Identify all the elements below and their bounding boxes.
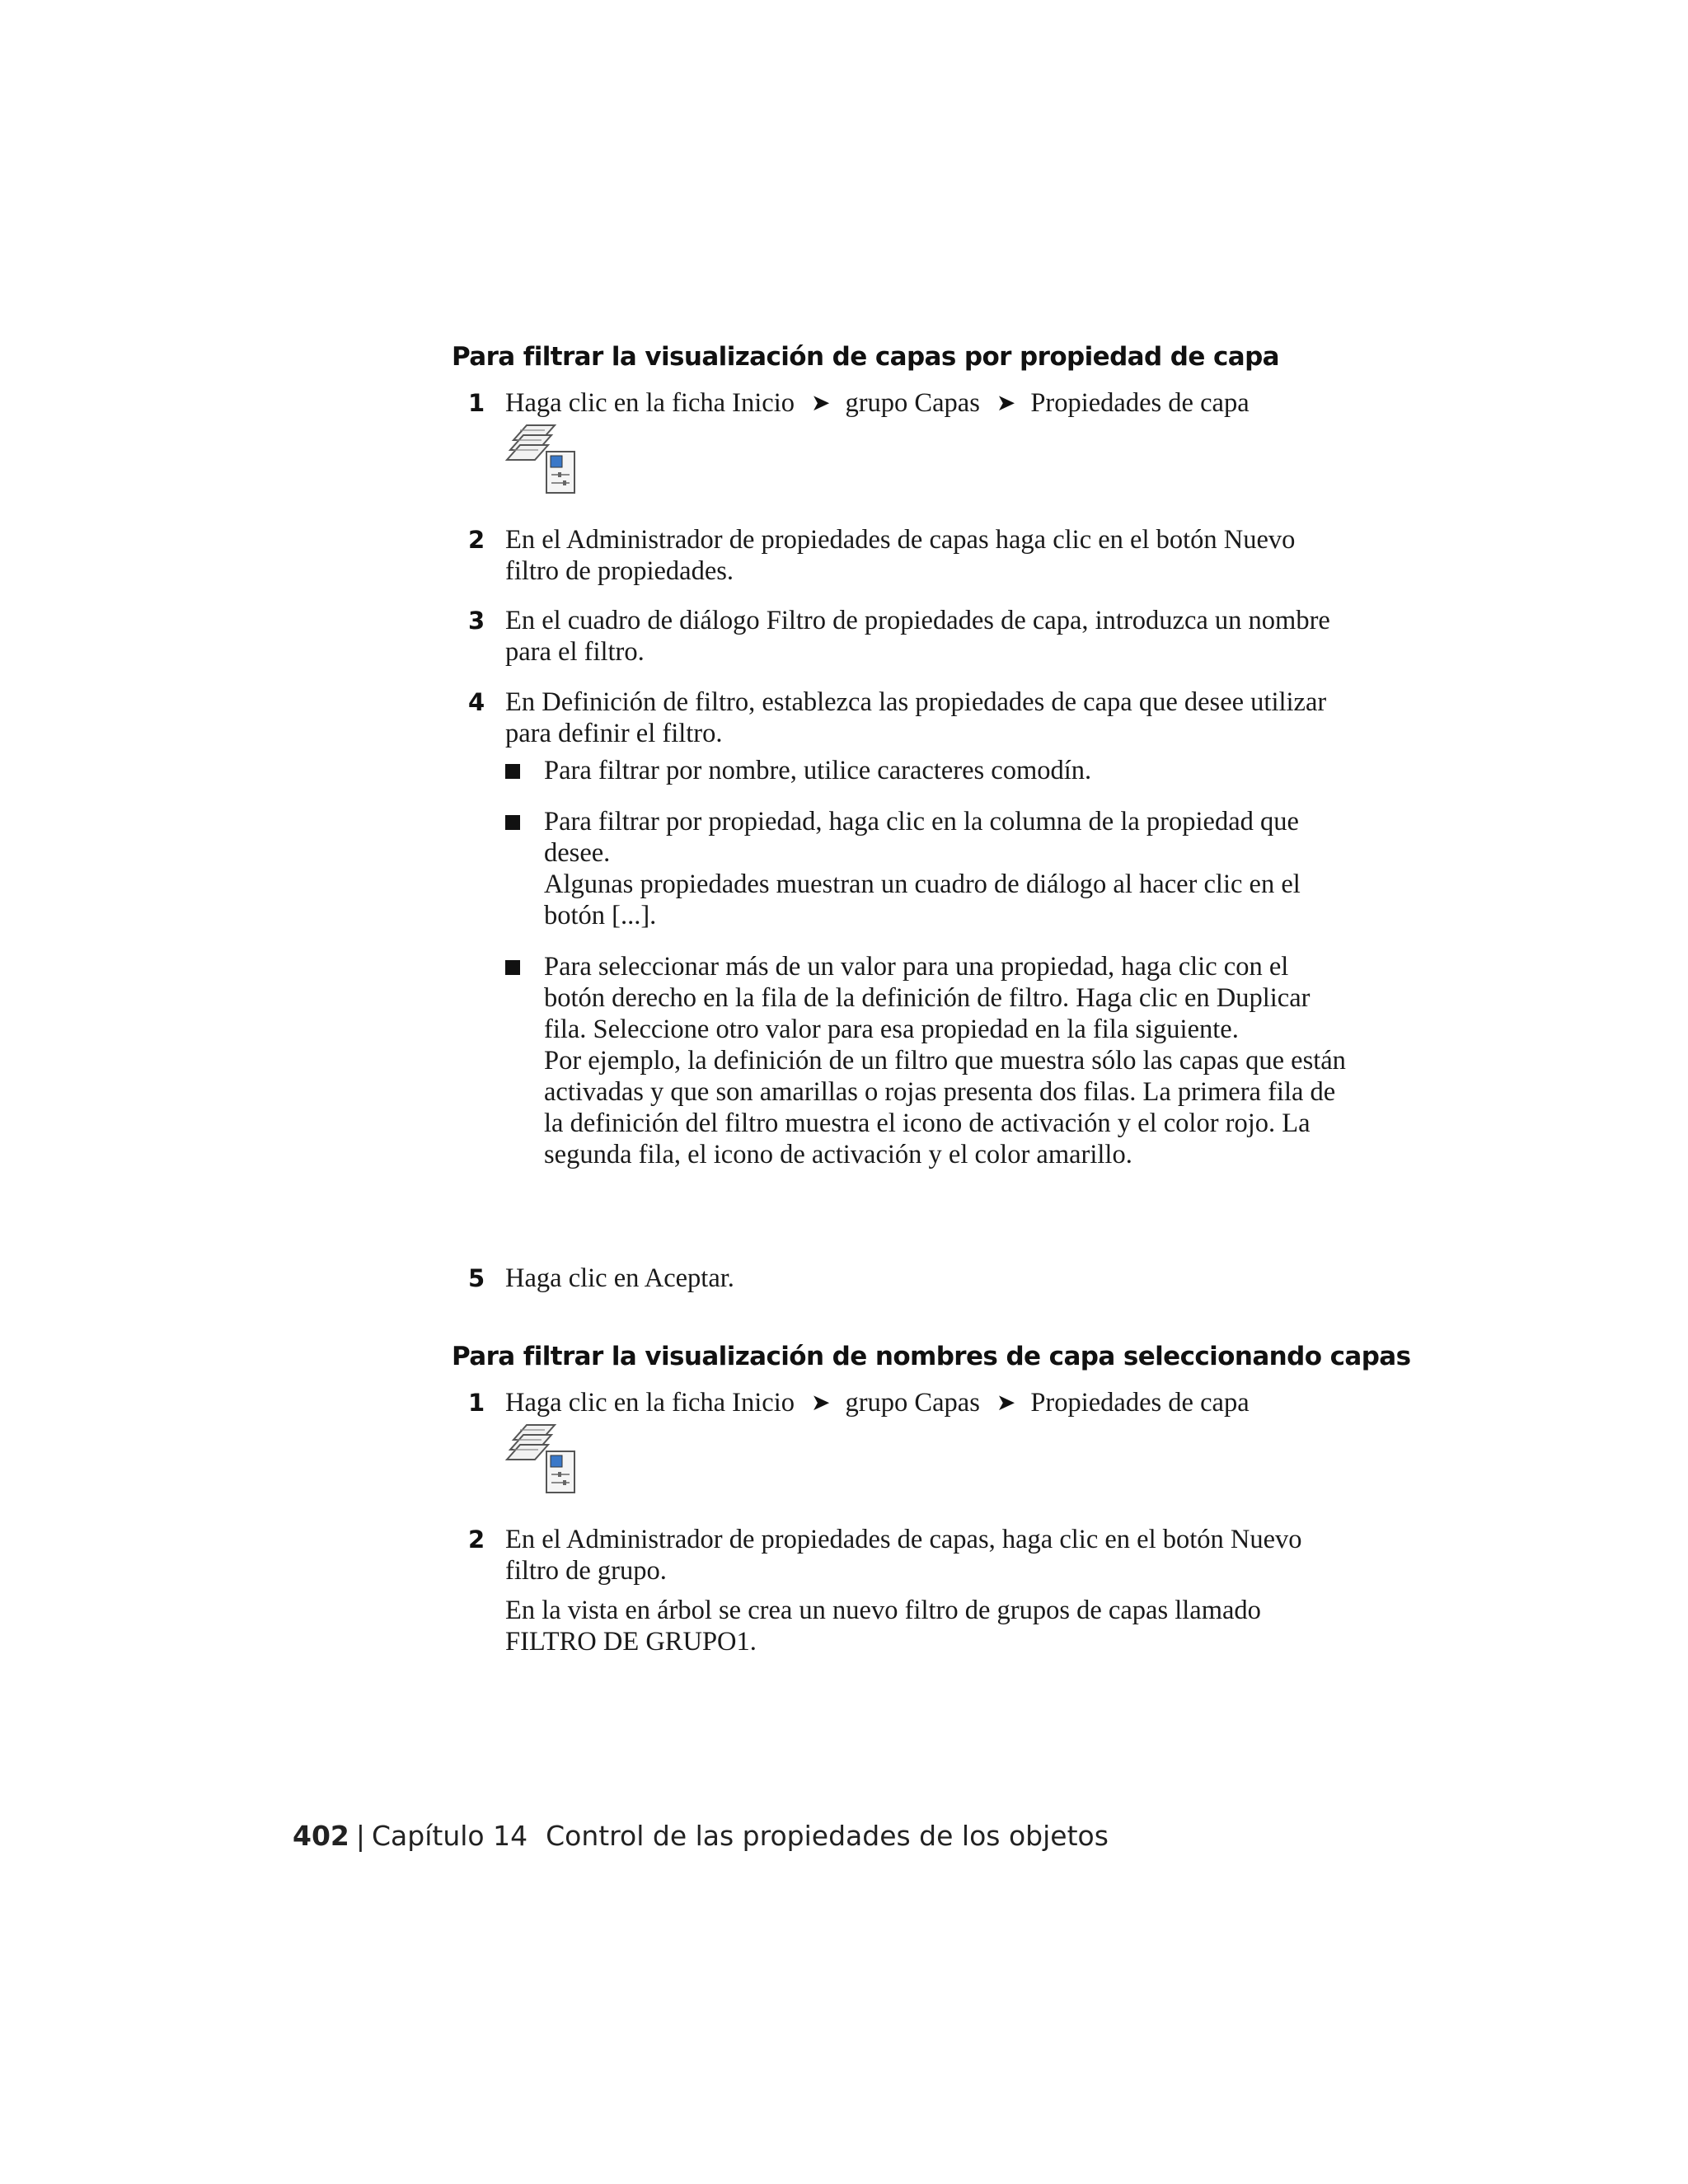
arrow-icon: ➤ xyxy=(996,391,1016,416)
layer-properties-icon xyxy=(505,422,579,496)
step-text: Haga clic en Aceptar. xyxy=(505,1263,734,1293)
page-footer xyxy=(293,1818,1109,1854)
bullet-text xyxy=(544,806,1356,931)
step-text xyxy=(505,1387,1346,1419)
step-paragraph: En el Administrador de propiedades de capas, haga clic en el botón Nuevo filtro de grupo. xyxy=(505,1525,1302,1586)
ribbon-tab-label: Haga clic en la ficha Inicio xyxy=(505,1388,795,1418)
arrow-icon: ➤ xyxy=(811,1390,831,1416)
section-heading: Para filtrar la visualización de capas por propiedad de capa xyxy=(452,342,1279,372)
step-number: 4 xyxy=(468,688,485,716)
step-number: 2 xyxy=(468,526,485,554)
step-number: 1 xyxy=(468,1389,485,1417)
step-text: En el Administrador de propiedades de capas haga clic en el botón Nuevo filtro de propiedades. xyxy=(505,525,1296,586)
bullet-text: Para filtrar por nombre, utilice caracteres comodín. xyxy=(544,756,1092,785)
ribbon-group-label: grupo Capas xyxy=(845,1388,980,1418)
page-number: 402 xyxy=(293,1820,349,1852)
step-number: 2 xyxy=(468,1526,485,1554)
arrow-icon: ➤ xyxy=(996,1390,1016,1416)
bullet-text xyxy=(544,951,1356,1170)
section-heading: Para filtrar la visualización de nombres de capa seleccionando capas xyxy=(452,1342,1411,1371)
layer-properties-icon xyxy=(505,1422,579,1496)
ribbon-group-label: grupo Capas xyxy=(845,388,980,418)
bullet-square-icon xyxy=(505,815,520,830)
step-text xyxy=(505,387,1346,419)
bullet-square-icon xyxy=(505,764,520,779)
step-number: 3 xyxy=(468,607,485,635)
bullet-note: Por ejemplo, la definición de un filtro que muestra sólo las capas que están activadas y que son amarillas o rojas presenta dos filas. La primera fila de la definición del filtro muestra el icono de activación y el color rojo. La segunda fila, el icono de activación y el color amarillo. xyxy=(544,1046,1346,1169)
ribbon-command-label: Propiedades de capa xyxy=(1030,1388,1250,1418)
footer-separator: | xyxy=(355,1820,366,1852)
step-text: En el cuadro de diálogo Filtro de propiedades de capa, introduzca un nombre para el filtro. xyxy=(505,606,1330,667)
ribbon-tab-label: Haga clic en la ficha Inicio xyxy=(505,388,795,418)
bullet-note: Algunas propiedades muestran un cuadro de diálogo al hacer clic en el botón [...]. xyxy=(544,869,1301,930)
chapter-title: Control de las propiedades de los objetos xyxy=(546,1820,1109,1852)
step-text xyxy=(505,1524,1346,1657)
chapter-label: Capítulo 14 xyxy=(372,1820,528,1852)
ribbon-command-label: Propiedades de capa xyxy=(1030,388,1250,418)
step-number: 1 xyxy=(468,389,485,417)
step-number: 5 xyxy=(468,1264,485,1292)
step-text: En Definición de filtro, establezca las propiedades de capa que desee utilizar para definir el filtro. xyxy=(505,687,1327,748)
bullet-paragraph: Para filtrar por propiedad, haga clic en la columna de la propiedad que desee. xyxy=(544,807,1299,868)
step-note: En la vista en árbol se crea un nuevo filtro de grupos de capas llamado FILTRO DE GRUPO1. xyxy=(505,1596,1261,1657)
bullet-paragraph: Para seleccionar más de un valor para una propiedad, haga clic con el botón derecho en la fila de la definición de filtro. Haga clic en Duplicar fila. Seleccione otro valor para esa propiedad en la fila siguiente. xyxy=(544,952,1311,1044)
bullet-square-icon xyxy=(505,960,520,975)
arrow-icon: ➤ xyxy=(811,391,831,416)
